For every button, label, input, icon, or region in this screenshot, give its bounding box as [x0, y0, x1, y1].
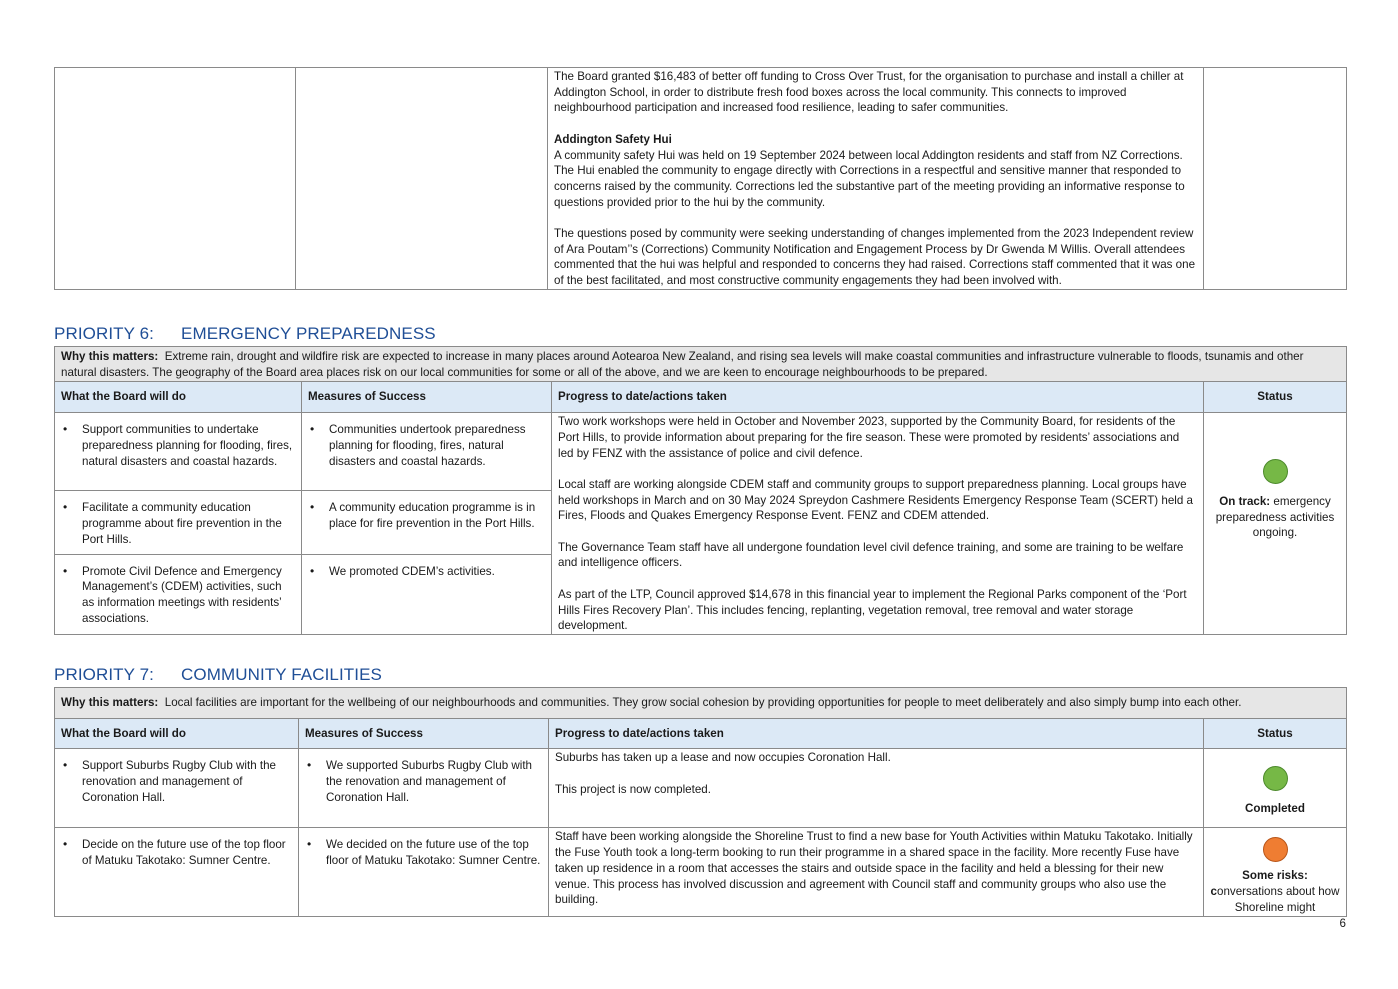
priority-6-heading	[54, 324, 436, 344]
progress-paragraph: As part of the LTP, Council approved $14,678 in this financial year to implement the Regional Parks component of the ‘Port Hills Fires Recovery Plan’. This includes fencing, replanting, vegetation removal, tree removal and water storage development.	[558, 587, 1187, 633]
priority-6-table	[54, 346, 1347, 635]
col-progress: Progress to date/actions taken	[549, 718, 1204, 749]
cross-over-trust-paragraph: The Board granted $16,483 of better off funding to Cross Over Trust, for the organisation to purchase and install a chiller at Addington School, in order to distribute fresh food boxes across the local community. This connects to improved neighbourhood participation and increased food resilience, leading to safer communities.	[554, 70, 1184, 115]
will-do-cell	[55, 68, 296, 290]
priority-7-heading	[54, 665, 382, 685]
progress-cell	[549, 749, 1204, 828]
list-item: • A community education programme is in place for fire prevention in the Port Hills.	[308, 500, 545, 531]
table-row	[55, 828, 1347, 916]
measure-cell	[302, 554, 552, 634]
safety-hui-paragraph: A community safety Hui was held on 19 September 2024 between local Addington residents and staff from NZ Corrections. The Hui enabled the community to engage directly with Corrections in a respectful and sensitive manner that responded to concerns raised by the community. Corrections led the substantive part of the meeting providing an informative response to questions provided prior to the hui by the community.	[554, 148, 1185, 209]
why-label: Why this matters	[61, 350, 155, 363]
measures-cell	[296, 68, 548, 290]
progress-paragraph: Suburbs has taken up a lease and now occupies Coronation Hall.	[555, 751, 891, 765]
list-item: • We decided on the future use of the top floor of Matuku Takotako: Sumner Centre.	[305, 837, 542, 868]
questions-paragraph: The questions posed by community were seeking understanding of changes implemented from the 2023 Independent review of Ara Poutam’’s (Corrections) Community Notification and Engagement Process by Dr Gwenda M Willis. Overall attendees commented that the hui was helpful and responded to concerns they had raised. Corrections staff commented that it was one of the best facilitated, and most constructive community engagements they had been involved with.	[554, 227, 1196, 288]
measure-cell	[302, 413, 552, 491]
status-label: On track:	[1219, 494, 1271, 508]
continuation-table	[54, 67, 1347, 290]
status-orange-dot	[1263, 837, 1288, 862]
measure-cell	[299, 749, 549, 828]
will-do-cell	[55, 413, 302, 491]
status-text: emergency preparedness activities ongoing.	[1215, 494, 1335, 540]
progress-paragraph: The Governance Team staff have all undergone foundation level civil defence training, and some are training to be welfare and intelligence officers.	[558, 540, 1184, 570]
page-number: 6	[1339, 917, 1346, 930]
progress-cell	[548, 68, 1204, 290]
status-green-dot	[1263, 459, 1288, 484]
why-row	[55, 347, 1347, 382]
table-row	[55, 413, 1347, 491]
header-row	[55, 718, 1347, 749]
status-cell	[1204, 749, 1347, 828]
priority-number: PRIORITY 7:	[54, 665, 154, 684]
col-will-do: What the Board will do	[55, 718, 299, 749]
list-item: • Support Suburbs Rugby Club with the renovation and management of Coronation Hall.	[61, 758, 292, 805]
will-do-cell	[55, 554, 302, 634]
list-item: • Promote Civil Defence and Emergency Management’s (CDEM) activities, such as information meetings with residents’ associations.	[61, 564, 295, 627]
why-text: Extreme rain, drought and wildfire risk are expected to increase in many places around Aotearoa New Zealand, and rising sea levels will make coastal communities and infrastructure vulnerable to floods, tsunamis and other natural disasters. The geography of the Board area places risk on our local communities for some or all of the above, and we are keen to encourage neighbourhoods to be prepared.	[61, 350, 1304, 379]
progress-paragraph: This project is now completed.	[555, 782, 711, 796]
priority-title: EMERGENCY PREPAREDNESS	[181, 324, 436, 343]
list-item: • Communities undertook preparedness planning for flooding, fires, natural disasters and coastal hazards.	[308, 422, 545, 469]
priority-7-table	[54, 687, 1347, 917]
col-will-do: What the Board will do	[55, 382, 302, 413]
measure-cell	[299, 828, 549, 916]
progress-cell	[552, 413, 1204, 635]
status-green-dot	[1263, 766, 1288, 791]
status-cell	[1204, 413, 1347, 635]
why-this-matters: Why this matters: Local facilities are important for the wellbeing of our neighbourhoods and communities. They grow social cohesion by providing opportunities for people to meet deliberately and also simply bump into each other.	[55, 688, 1347, 719]
progress-paragraph: Staff have been working alongside the Shoreline Trust to find a new base for Youth Activities within Matuku Takotako. Initially the Fuse Youth took a long-term booking to run their programme in a shared space in the facility. More recently Fuse have taken up residence in a room that accesses the stairs and outside space in the facility and held a blessing for their new venue. This process has involved discussion and agreement with Council staff and community groups who also use the building.	[555, 830, 1193, 907]
status-text-initial: c	[1210, 885, 1217, 899]
status-text: onversations about how Shoreline might	[1217, 885, 1340, 914]
safety-hui-heading: Addington Safety Hui	[554, 132, 672, 146]
col-status: Status	[1204, 382, 1347, 413]
list-item: • Support communities to undertake preparedness planning for flooding, fires, natural disasters and coastal hazards.	[61, 422, 295, 469]
will-do-cell	[55, 749, 299, 828]
will-do-cell	[55, 491, 302, 554]
will-do-cell	[55, 828, 299, 916]
why-label: Why this matters	[61, 696, 155, 709]
why-text: Local facilities are important for the wellbeing of our neighbourhoods and communities. They grow social cohesion by providing opportunities for people to meet deliberately and also simply bump into each other.	[164, 696, 1242, 709]
priority-number: PRIORITY 6:	[54, 324, 154, 343]
col-measures: Measures of Success	[299, 718, 549, 749]
progress-paragraph: Local staff are working alongside CDEM staff and community groups to support preparedness planning. Local groups have held workshops in March and on 30 May 2024 Spreydon Cashmere Residents Emergency Response Team (SCERT) held a Fires, Floods and Quakes Emergency Response Event. FENZ and CDEM attended.	[558, 477, 1193, 523]
status-label: Some risks:	[1242, 869, 1308, 883]
list-item: • Decide on the future use of the top floor of Matuku Takotako: Sumner Centre.	[61, 837, 292, 868]
list-item: • We supported Suburbs Rugby Club with the renovation and management of Coronation Hall.	[305, 758, 542, 805]
header-row	[55, 382, 1347, 413]
list-item: • We promoted CDEM’s activities.	[308, 564, 545, 580]
list-item: • Facilitate a community education programme about fire prevention in the Port Hills.	[61, 500, 295, 547]
why-row	[55, 688, 1347, 719]
table-row	[55, 749, 1347, 828]
status-label: Completed	[1245, 802, 1305, 816]
priority-title: COMMUNITY FACILITIES	[181, 665, 382, 684]
col-measures: Measures of Success	[302, 382, 552, 413]
progress-cell	[549, 828, 1204, 916]
status-cell	[1204, 828, 1347, 916]
col-status: Status	[1204, 718, 1347, 749]
measure-cell	[302, 491, 552, 554]
progress-paragraph: Two work workshops were held in October and November 2023, supported by the Community Board, for residents of the Port Hills, to provide information about preparing for the fire season. These were promoted by residents’ associations and led by FENZ with the assistance of police and civil defence.	[558, 415, 1180, 460]
col-progress: Progress to date/actions taken	[552, 382, 1204, 413]
why-this-matters: Why this matters: Extreme rain, drought and wildfire risk are expected to increase in many places around Aotearoa New Zealand, and rising sea levels will make coastal communities and infrastructure vulnerable to floods, tsunamis and other natural disasters. The geography of the Board area places risk on our local communities for some or all of the above, and we are keen to encourage neighbourhoods to be prepared.	[55, 347, 1347, 382]
status-cell	[1204, 68, 1347, 290]
